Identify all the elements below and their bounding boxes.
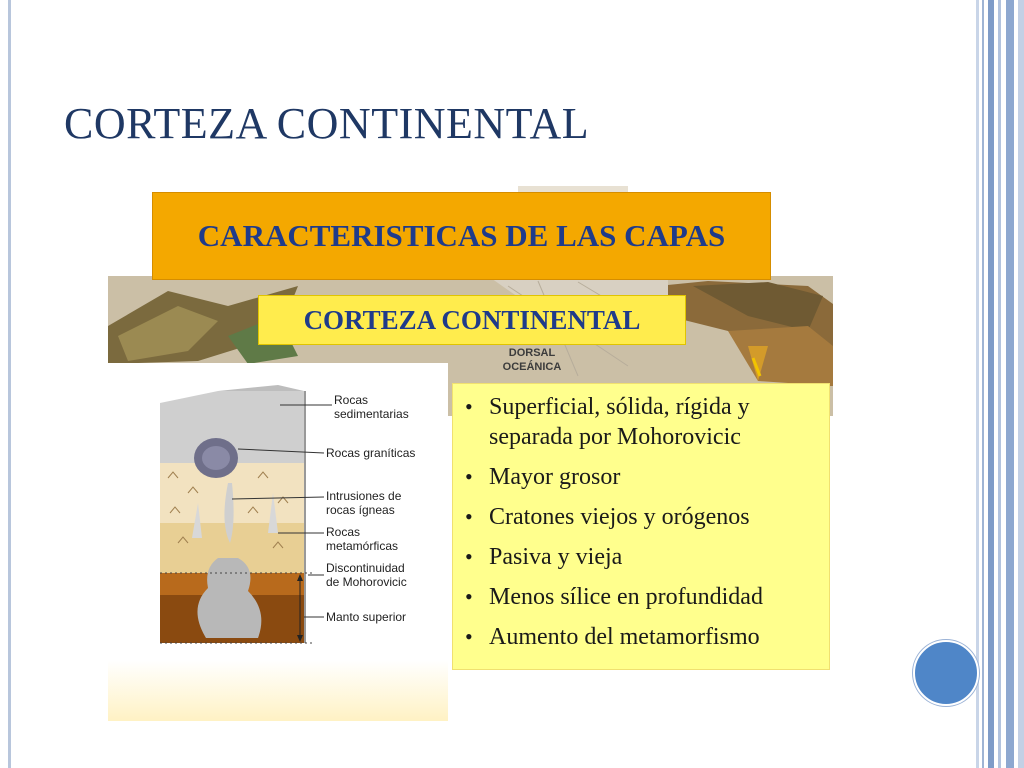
frame-stripe (976, 0, 979, 768)
frame-stripe (1018, 0, 1024, 768)
label-rocas-metamorficas (326, 525, 398, 553)
left-frame-rule (8, 0, 11, 768)
label-manto-superior: Manto superior (326, 610, 407, 624)
list-item: • Superficial, sólida, rígida y separada por Mohorovicic (461, 392, 819, 452)
banner-title-text: CARACTERISTICAS DE LAS CAPAS (197, 218, 726, 253)
frame-stripe (1006, 0, 1014, 768)
frame-stripe (998, 0, 1001, 768)
banner-title (152, 192, 771, 280)
list-item: • Menos sílice en profundidad (461, 582, 819, 612)
panel-glow (108, 661, 448, 721)
dorsal-label-line2: OCEÁNICA (502, 361, 562, 373)
right-frame-band (976, 0, 1024, 768)
label-line: sedimentarias (334, 407, 409, 421)
dorsal-oceanica-label (482, 346, 582, 374)
features-list (461, 392, 819, 652)
label-line: metamórficas (326, 539, 399, 553)
decorative-circle (913, 640, 979, 706)
list-item: • Pasiva y vieja (461, 542, 819, 572)
label-rocas-sedimentarias (334, 393, 409, 421)
frame-stripe (988, 0, 994, 768)
dorsal-label-line1: DORSAL (508, 347, 556, 359)
banner-subtitle (258, 295, 686, 345)
label-line: Rocas (326, 525, 361, 539)
list-item: • Cratones viejos y orógenos (461, 502, 819, 532)
features-box (452, 383, 830, 670)
label-discontinuidad (326, 561, 407, 589)
list-item: • Aumento del metamorfismo (461, 622, 819, 652)
banner-subtitle-text: CORTEZA CONTINENTAL (303, 304, 641, 335)
label-line: rocas ígneas (326, 503, 395, 517)
crust-block-diagram (108, 363, 448, 721)
label-intrusiones (326, 489, 401, 517)
label-line: Rocas (334, 393, 369, 407)
layers-figure (108, 186, 833, 721)
label-rocas-graniticas: Rocas graníticas (326, 446, 416, 460)
label-line: Intrusiones de (326, 489, 402, 503)
list-item: • Mayor grosor (461, 462, 819, 492)
label-line: Discontinuidad (326, 561, 405, 575)
frame-stripe (982, 0, 984, 768)
slide-title: CORTEZA CONTINENTAL (64, 99, 590, 148)
label-line: de Mohorovicic (326, 575, 407, 589)
